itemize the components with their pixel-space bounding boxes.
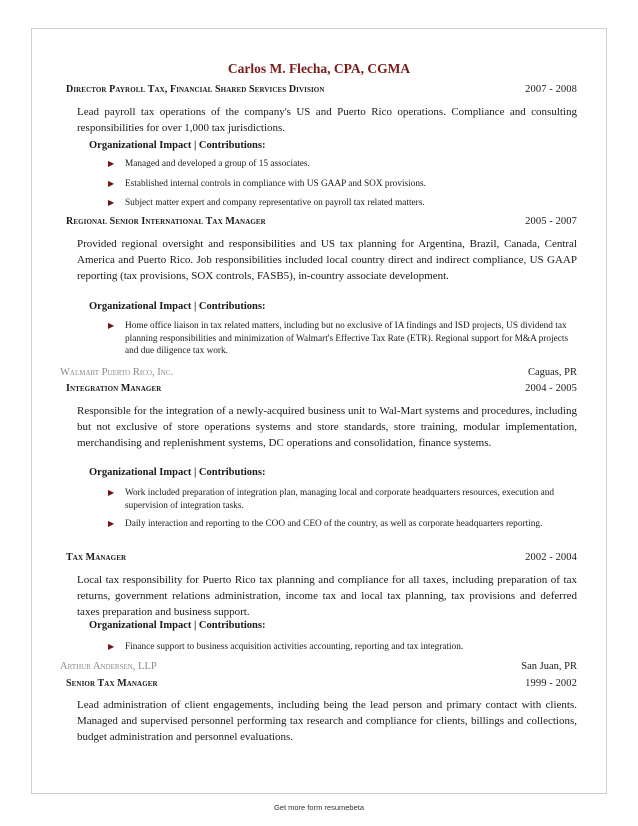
company-name: Walmart Puerto Rico, Inc. [60,367,174,378]
role-title: Tax Manager [66,552,127,563]
arrow-bullet-icon: ▶ [108,321,115,330]
role-description: Lead payroll tax operations of the company's US and Puerto Rico operations. Compliance and consulting responsibilities for over 1,000 tax jurisdictions. [77,106,577,134]
company-location: San Juan, PR [521,661,577,672]
company-name: Arthur Andersen, LLP [60,661,157,672]
list-item-text: Work included preparation of integration plan, managing local and corporate headquarters resources, execution and supervision of integration tasks. [125,488,555,511]
impact-heading: Organizational Impact | Contributions: [89,140,266,151]
role-dates: 1999 - 2002 [525,678,577,689]
list-item [108,518,577,531]
role-title: Regional Senior International Tax Manager [66,216,266,227]
arrow-bullet-icon: ▶ [108,488,115,497]
role-dates: 2002 - 2004 [525,552,577,563]
list-item [108,320,577,358]
arrow-bullet-icon: ▶ [108,519,115,528]
list-item-text: Managed and developed a group of 15 associates. [125,159,310,169]
role-title-row [66,383,577,394]
arrow-bullet-icon: ▶ [108,642,115,651]
role-title-row [66,84,577,95]
role-title: Integration Manager [66,383,162,394]
role-dates: 2007 - 2008 [525,84,577,95]
role-title-row [66,552,577,563]
arrow-bullet-icon: ▶ [108,179,115,188]
role-title: Senior Tax Manager [66,678,158,689]
impact-heading: Organizational Impact | Contributions: [89,620,266,631]
role-description: Responsible for the integration of a newly-acquired business unit to Wal-Mart systems and procedures, including but not exclusive of store operations systems and store standards, store training, modular implementation, merchandising and replenishment systems, DC operations and consolidation, finance systems. [77,405,577,449]
role-description: Lead administration of client engagements, including being the lead person and primary contact with clients. Managed and supervised personnel performing tax research and compliance for clients, billings and collections, budget administration and personnel evaluations. [77,699,577,743]
role-title: Director Payroll Tax, Financial Shared Services Division [66,84,325,95]
arrow-bullet-icon: ▶ [108,159,115,168]
impact-heading: Organizational Impact | Contributions: [89,301,266,312]
impact-heading: Organizational Impact | Contributions: [89,467,266,478]
list-item-text: Subject matter expert and company representative on payroll tax related matters. [125,198,425,208]
role-title-row [66,216,577,227]
list-item [108,197,577,210]
candidate-name: Carlos M. Flecha, CPA, CGMA [227,61,411,76]
list-item-text: Finance support to business acquisition activities accounting, reporting and tax integration. [125,642,464,652]
company-row [60,661,577,672]
list-item [108,641,577,654]
role-dates: 2005 - 2007 [525,216,577,227]
arrow-bullet-icon: ▶ [108,198,115,207]
list-item [108,178,577,191]
company-row [60,367,577,378]
list-item-text: Established internal controls in compliance with US GAAP and SOX provisions. [125,179,426,189]
company-location: Caguas, PR [527,367,577,378]
list-item [108,158,577,171]
role-description: Local tax responsibility for Puerto Rico tax planning and compliance for all taxes, including preparation of tax returns, government relations administration, income tax and local tax planning, tax provisions and deferred taxes preparation and business support. [77,574,577,618]
role-title-row [66,678,577,689]
list-item-text: Daily interaction and reporting to the COO and CEO of the country, as well as corporate headquarters reporting. [125,519,543,529]
list-item [108,487,577,512]
footer-link[interactable]: Get more form resumebeta [273,803,365,812]
role-dates: 2004 - 2005 [525,383,577,394]
list-item-text: Home office liaison in tax related matters, including but no exclusive of IA findings and ISD projects, US dividend tax planning responsibilities and minimization of Walmart's Effective Tax Rate (ETR). Regional support for M&A projects and due diligence tax work. [125,321,569,356]
role-description: Provided regional oversight and responsibilities and US tax planning for Argentina, Brazil, Canada, Central America and Puerto Rico. Job responsibilities included local country direct and indirect compliance, US GAAP reporting (tax provisions, SOX controls, FASB5), in-country associate development. [77,238,577,282]
